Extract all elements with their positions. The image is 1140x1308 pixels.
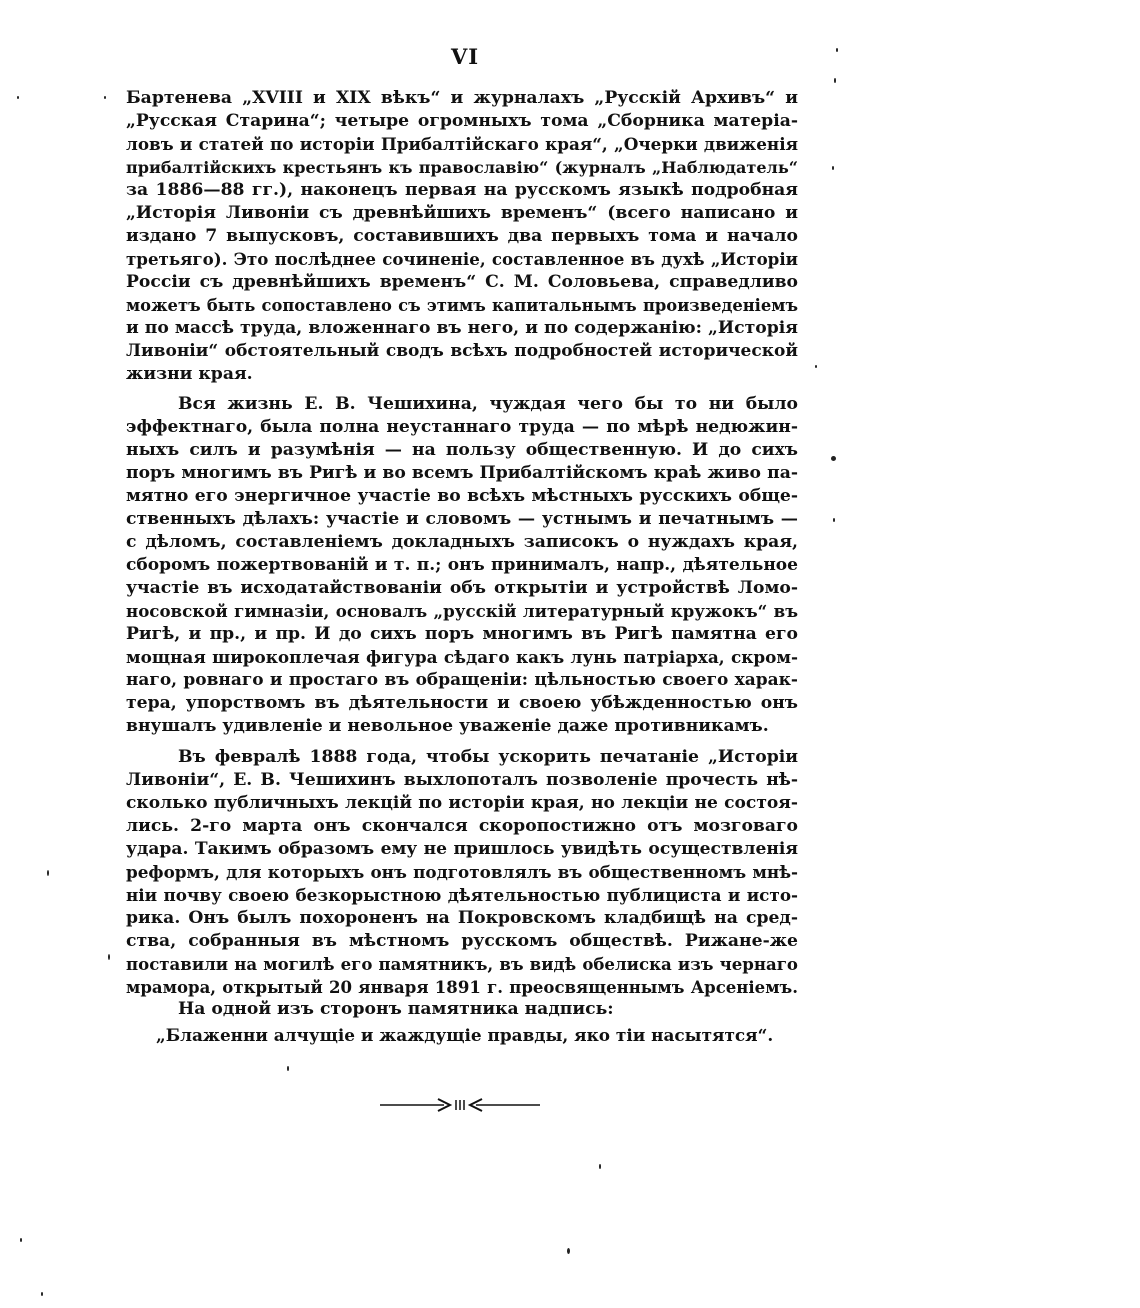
text-line: внушалъ удивленіе и невольное уваженіе даже противникамъ.: [126, 716, 769, 736]
text-line: третьяго). Это послѣднее сочиненіе, составленное въ духѣ „Исторіи: [126, 249, 798, 269]
text-line: сколько публичныхъ лекцій по исторіи края, но лекціи не состоя-: [126, 793, 798, 813]
text-line: наго, ровнаго и простаго въ обращеніи: цѣльностью своего харак-: [126, 670, 798, 690]
text-line: ственныхъ дѣлахъ: участіе и словомъ — устнымъ и печатнымъ —: [126, 509, 798, 529]
text-line: участіе въ исходатайствованіи объ открытіи и устройствѣ Ломо-: [126, 578, 798, 598]
print-speck: [287, 1066, 289, 1071]
text-line: жизни края.: [126, 364, 253, 384]
print-speck: [20, 1238, 22, 1242]
text-line: ловъ и статей по исторіи Прибалтійскаго края“, „Очерки движенія: [126, 134, 798, 154]
text-line: мятно его энергичное участіе во всѣхъ мѣстныхъ русскихъ обще-: [126, 486, 798, 506]
print-speck: [831, 456, 836, 461]
text-line: реформъ, для которыхъ онъ подготовлялъ въ общественномъ мнѣ-: [126, 862, 798, 882]
text-line: „Русская Старина“; четыре огромныхъ тома „Сборника матеріа-: [126, 111, 798, 131]
text-line: и по массѣ труда, вложеннаго въ него, и по содержанію: „Исторія: [126, 318, 798, 338]
text-line: рика. Онъ былъ похороненъ на Покровскомъ кладбищѣ на сред-: [126, 908, 798, 928]
print-speck: [815, 365, 817, 368]
print-speck: [41, 1292, 43, 1296]
text-line: ныхъ силъ и разумѣнія — на пользу общественную. И до сихъ: [126, 440, 798, 460]
text-line: удара. Такимъ образомъ ему не пришлось увидѣть осуществленія: [126, 839, 798, 859]
text-line: прибалтійскихъ крестьянъ къ православію“ (журналъ „Наблюдатель“: [126, 158, 798, 177]
page-number: VI: [450, 44, 480, 69]
text-line: Вся жизнь Е. В. Чешихина, чуждая чего бы то ни было: [178, 394, 798, 414]
text-line: Россіи съ древнѣйшихъ временъ“ С. М. Соловьева, справедливо: [126, 272, 798, 292]
text-line: за 1886—88 гг.), наконецъ первая на русскомъ языкѣ подробная: [126, 180, 798, 200]
text-line: мрамора, открытый 20 января 1891 г. преосвященнымъ Арсеніемъ.: [126, 977, 798, 997]
text-line: Бартенева „XVIII и XIX вѣкъ“ и журналахъ „Русскій Архивъ“ и: [126, 88, 798, 108]
text-line: издано 7 выпусковъ, составившихъ два первыхъ тома и начало: [126, 226, 798, 246]
text-line: Ливоніи“, Е. В. Чешихинъ выхлопоталъ позволеніе прочесть нѣ-: [126, 770, 798, 790]
print-speck: [567, 1248, 570, 1254]
text-line: Ливоніи“ обстоятельный сводъ всѣхъ подробностей исторической: [126, 341, 798, 361]
text-line: ніи почву своею безкорыстною дѣятельностью публициста и исто-: [126, 885, 798, 905]
text-line: На одной изъ сторонъ памятника надпись:: [178, 999, 614, 1019]
print-speck: [834, 78, 836, 83]
print-speck: [599, 1164, 601, 1169]
text-line: „Исторія Ливоніи съ древнѣйшихъ временъ“ (всего написано и: [126, 203, 798, 223]
ornament-divider: [378, 1094, 542, 1116]
text-line: с дѣломъ, составленіемъ докладныхъ записокъ о нуждахъ края,: [126, 532, 798, 552]
text-line: Въ февралѣ 1888 года, чтобы ускорить печатаніе „Исторіи: [178, 747, 798, 767]
inscription-quote: „Блаженни алчущіе и жаждущіе правды, яко тіи насытятся“.: [156, 1025, 774, 1045]
text-line: ства, собранныя въ мѣстномъ русскомъ обществѣ. Рижане-же: [126, 931, 798, 951]
text-line: можетъ быть сопоставлено съ этимъ капитальнымъ произведеніемъ: [126, 296, 798, 315]
text-line: поставили на могилѣ его памятникъ, въ видѣ обелиска изъ чернаго: [126, 954, 798, 974]
print-speck: [17, 96, 19, 99]
text-line: поръ многимъ въ Ригѣ и во всемъ Прибалтійскомъ краѣ живо па-: [126, 463, 798, 483]
text-line: Ригѣ, и пр., и пр. И до сихъ поръ многимъ въ Ригѣ памятна его: [126, 624, 798, 644]
print-speck: [833, 518, 835, 522]
print-speck: [104, 96, 106, 99]
text-line: эффектнаго, была полна неустаннаго труда — по мѣрѣ недюжин-: [126, 417, 798, 437]
print-speck: [836, 48, 838, 52]
print-speck: [108, 954, 110, 960]
text-line: носовской гимназіи, основалъ „русскій литературный кружокъ“ въ: [126, 601, 798, 621]
print-speck: [832, 166, 834, 170]
text-line: тера, упорствомъ въ дѣятельности и своею убѣжденностью онъ: [126, 693, 798, 713]
text-line: сборомъ пожертвованій и т. п.; онъ принималъ, напр., дѣятельное: [126, 555, 798, 575]
print-speck: [47, 870, 49, 876]
text-line: мощная широкоплечая фигура сѣдаго какъ лунь патріарха, скром-: [126, 647, 798, 667]
text-line: лись. 2-го марта онъ скончался скоропостижно отъ мозговаго: [126, 816, 798, 836]
